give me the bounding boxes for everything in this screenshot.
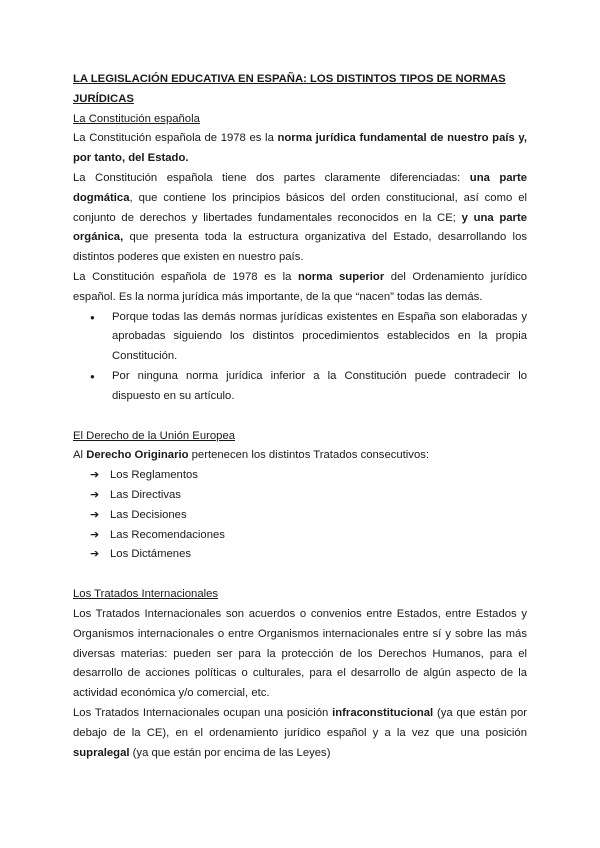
bold-text: y una parte orgánica, xyxy=(73,211,527,244)
section-heading-constitucion: La Constitución española xyxy=(73,112,200,125)
arrow-right-icon: ➔ xyxy=(90,528,100,541)
document-title-line-2: JURÍDICAS xyxy=(73,92,134,105)
list-item-label: Las Decisiones xyxy=(110,508,187,521)
text-run: La Constitución española de 1978 es la xyxy=(73,270,298,283)
list-item-label: Las Recomendaciones xyxy=(110,528,225,541)
arrow-right-icon: ➔ xyxy=(90,488,100,501)
spacer xyxy=(73,565,527,585)
arrow-right-icon: ➔ xyxy=(90,469,100,482)
paragraph-tratados-1: Los Tratados Internacionales son acuerdos o convenios entre Estados, entre Estados y Organismos internacionales o entre Organismos internacionales entre sí y sobre las más diversas materias: pueden ser para la protección de los Derechos Humanos, para el desarrollo de acciones políticas o culturales, para el desarrollo de algún aspecto de la actividad económica y/o comercial, etc. xyxy=(73,607,527,700)
text-run: Los Tratados Internacionales ocupan una posición xyxy=(73,706,333,719)
text-run: (ya que están por debajo de la CE), en el ordenamiento jurídico español y a la vez que una posición xyxy=(73,706,528,739)
list-item xyxy=(73,486,527,506)
paragraph-constitucion-3 xyxy=(73,268,527,308)
list-item xyxy=(73,526,527,546)
paragraph-constitucion-1 xyxy=(73,129,527,169)
arrow-right-icon: ➔ xyxy=(90,548,100,561)
text-run: La Constitución española de 1978 es la xyxy=(73,132,278,145)
list-item xyxy=(73,466,527,486)
document-title-line-1: LA LEGISLACIÓN EDUCATIVA EN ESPAÑA: LOS DISTINTOS TIPOS DE NORMAS xyxy=(73,73,506,85)
section-heading-tratados: Los Tratados Internacionales xyxy=(73,588,219,601)
paragraph-constitucion-2 xyxy=(73,169,527,268)
text-run: del Ordenamiento jurídico español. Es la norma jurídica más importante, de la que “nacen” todas las demás. xyxy=(73,270,527,303)
list-item-label: Los Reglamentos xyxy=(110,469,198,482)
text-run: que presenta toda la estructura organizativa del Estado, desarrollando los distintos poderes que existen en nuestro país. xyxy=(73,231,527,264)
bold-text: Derecho Originario xyxy=(86,449,189,462)
list-item-label: Las Directivas xyxy=(110,488,181,501)
spacer xyxy=(73,407,527,427)
list-item: ● Por ninguna norma jurídica inferior a la Constitución puede contradecir lo dispuesto en su artículo. xyxy=(73,367,527,407)
text-run: , que contiene los principios básicos del orden constitucional, así como el conjunto de derechos y libertades fundamentales reconocidos en la CE; xyxy=(73,191,527,224)
bold-text: una parte dogmática xyxy=(73,171,527,204)
paragraph-derecho-originario xyxy=(73,446,527,466)
text-run: pertenecen los distintos Tratados consecutivos: xyxy=(188,449,430,462)
arrow-list xyxy=(73,466,527,565)
document-title xyxy=(73,70,527,110)
section-heading-derecho-ue: El Derecho de la Unión Europea xyxy=(73,429,236,442)
bold-text: supralegal xyxy=(73,746,130,759)
text-run: (ya que están por encima de las Leyes) xyxy=(129,746,331,759)
text-run: La Constitución española tiene dos partes claramente diferenciadas: xyxy=(73,171,470,184)
arrow-right-icon: ➔ xyxy=(90,508,100,521)
paragraph-tratados-2 xyxy=(73,704,527,763)
bold-text: norma jurídica fundamental de nuestro país y, por tanto, del Estado. xyxy=(73,132,527,165)
list-item xyxy=(73,506,527,526)
bullet-list xyxy=(73,308,527,407)
bold-text: norma superior xyxy=(297,270,385,283)
list-item: ● Porque todas las demás normas jurídicas existentes en España son elaboradas y aprobadas siguiendo los distintos procedimientos establecidos en la propia Constitución. xyxy=(73,308,527,367)
bold-text: infraconstitucional xyxy=(332,706,434,719)
list-item xyxy=(73,545,527,565)
list-item-label: Los Dictámenes xyxy=(110,548,191,561)
text-run: Al xyxy=(73,449,87,462)
